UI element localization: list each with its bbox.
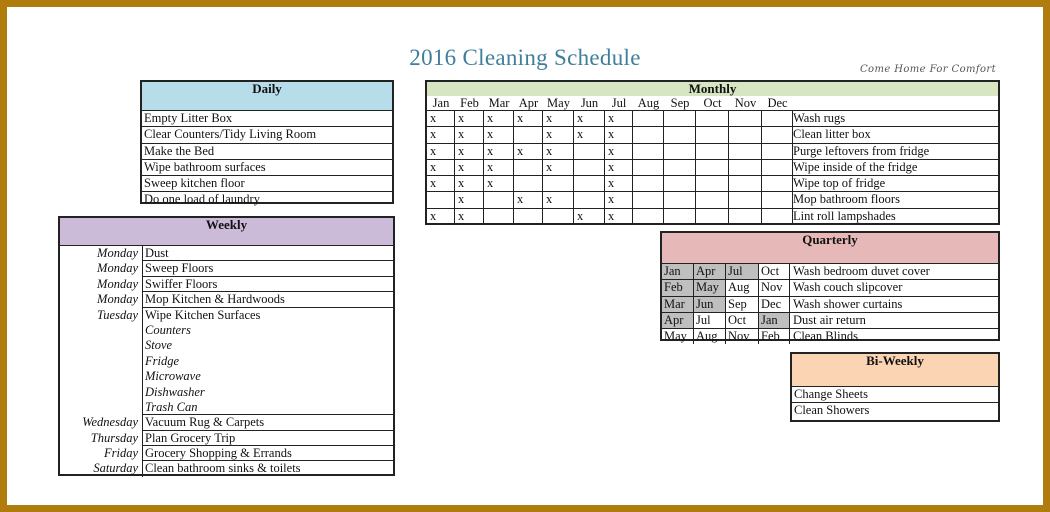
quarter-month-cell: Aug bbox=[726, 280, 759, 295]
credit-signature: Come Home For Comfort bbox=[860, 64, 997, 75]
daily-task: Empty Litter Box bbox=[144, 111, 233, 125]
month-header-row bbox=[427, 96, 998, 111]
quarter-month-cell: Apr bbox=[662, 313, 694, 328]
month-mark-cell: x bbox=[574, 209, 605, 224]
month-mark-cell bbox=[514, 127, 543, 142]
quarter-month-cell: Jul bbox=[694, 313, 726, 328]
month-mark-cell: x bbox=[427, 127, 455, 142]
weekly-rows bbox=[60, 246, 393, 477]
month-mark-cell: x bbox=[484, 127, 514, 142]
weekday-label: Monday bbox=[97, 261, 138, 276]
weekly-task: Microwave bbox=[142, 369, 393, 384]
month-mark-cell: x bbox=[574, 127, 605, 142]
table-row bbox=[142, 127, 392, 143]
page-title: 2016 Cleaning Schedule bbox=[409, 45, 641, 70]
month-mark-cell bbox=[543, 209, 574, 224]
month-mark-cell bbox=[762, 176, 793, 191]
month-mark-cell bbox=[574, 192, 605, 207]
quarter-month-cell: Aug bbox=[694, 329, 726, 344]
month-mark-cell bbox=[696, 176, 729, 191]
weekly-task: Trash Can bbox=[142, 400, 393, 415]
month-mark-cell: x bbox=[455, 192, 484, 207]
quarter-month-cell: Nov bbox=[726, 329, 759, 344]
quarter-month-cell: Dec bbox=[759, 297, 790, 312]
table-row bbox=[662, 297, 998, 313]
month-label: Apr bbox=[518, 96, 539, 110]
quarter-month-cell: Nov bbox=[759, 280, 790, 295]
daily-task: Sweep kitchen floor bbox=[144, 176, 245, 191]
month-mark-cell: x bbox=[605, 111, 633, 126]
weekly-task: Mop Kitchen & Hardwoods bbox=[142, 292, 393, 307]
month-mark-cell bbox=[762, 209, 793, 224]
weekly-task: Dust bbox=[142, 246, 393, 261]
table-row bbox=[427, 144, 998, 160]
daily-rows bbox=[142, 111, 392, 208]
weekly-task: Vacuum Rug & Carpets bbox=[142, 415, 393, 430]
table-row bbox=[60, 461, 393, 476]
weekly-task: Dishwasher bbox=[142, 385, 393, 400]
month-mark-cell: x bbox=[484, 176, 514, 191]
month-mark-cell: x bbox=[427, 209, 455, 224]
month-label: Aug bbox=[637, 96, 660, 110]
table-row bbox=[792, 387, 998, 403]
quarterly-task: Wash couch slipcover bbox=[793, 280, 903, 295]
weekday-label: Thursday bbox=[90, 430, 138, 445]
weekday-label: Wednesday bbox=[82, 415, 138, 430]
month-mark-cell bbox=[729, 192, 762, 207]
month-mark-cell bbox=[633, 111, 664, 126]
month-mark-cell: x bbox=[484, 111, 514, 126]
month-mark-cell: x bbox=[605, 127, 633, 142]
monthly-task: Wipe top of fridge bbox=[793, 176, 886, 191]
month-mark-cell: x bbox=[455, 160, 484, 175]
table-row bbox=[142, 176, 392, 192]
month-mark-cell: x bbox=[484, 144, 514, 159]
table-row bbox=[662, 313, 998, 329]
weekly-task: Fridge bbox=[142, 354, 393, 369]
month-label: Sep bbox=[670, 96, 690, 110]
month-label: Feb bbox=[460, 96, 479, 110]
monthly-rows bbox=[427, 111, 998, 224]
month-label: Dec bbox=[767, 96, 788, 110]
quarter-month-cell: Apr bbox=[694, 264, 726, 279]
biweekly-table bbox=[790, 352, 1000, 422]
quarter-month-cell: Feb bbox=[759, 329, 790, 344]
monthly-task: Lint roll lampshades bbox=[793, 208, 896, 223]
month-mark-cell bbox=[664, 176, 696, 191]
quarterly-header: Quarterly bbox=[662, 233, 998, 264]
month-mark-cell bbox=[762, 111, 793, 126]
biweekly-task: Change Sheets bbox=[794, 387, 868, 401]
monthly-task: Wash rugs bbox=[793, 111, 846, 125]
biweekly-task: Clean Showers bbox=[794, 403, 870, 418]
quarterly-rows bbox=[662, 264, 998, 344]
table-row bbox=[662, 264, 998, 280]
month-mark-cell bbox=[664, 160, 696, 175]
month-mark-cell bbox=[664, 192, 696, 207]
month-label: Mar bbox=[488, 96, 510, 110]
month-mark-cell bbox=[633, 176, 664, 191]
quarter-month-cell: Jul bbox=[726, 264, 759, 279]
table-row bbox=[60, 354, 393, 369]
quarter-month-cell: Jan bbox=[759, 313, 790, 328]
table-row bbox=[60, 277, 393, 292]
weekly-task: Plan Grocery Trip bbox=[142, 431, 393, 446]
month-mark-cell bbox=[696, 160, 729, 175]
table-row bbox=[427, 192, 998, 208]
month-mark-cell: x bbox=[455, 127, 484, 142]
month-mark-cell: x bbox=[455, 111, 484, 126]
daily-task: Make the Bed bbox=[144, 143, 215, 158]
monthly-task: Mop bathroom floors bbox=[793, 192, 900, 207]
month-mark-cell bbox=[427, 192, 455, 207]
weekly-table bbox=[58, 216, 395, 476]
month-mark-cell bbox=[574, 160, 605, 175]
month-mark-cell bbox=[633, 144, 664, 159]
month-mark-cell bbox=[729, 127, 762, 142]
month-mark-cell: x bbox=[605, 144, 633, 159]
month-mark-cell: x bbox=[543, 144, 574, 159]
month-mark-cell bbox=[696, 111, 729, 126]
quarterly-table bbox=[660, 231, 1000, 344]
table-row bbox=[427, 160, 998, 176]
table-row bbox=[60, 431, 393, 446]
table-row bbox=[427, 111, 998, 127]
month-mark-cell: x bbox=[484, 160, 514, 175]
month-mark-cell: x bbox=[543, 127, 574, 142]
monthly-header: Monthly bbox=[427, 82, 998, 96]
monthly-task: Purge leftovers from fridge bbox=[793, 143, 930, 158]
table-row bbox=[60, 323, 393, 338]
month-mark-cell bbox=[664, 144, 696, 159]
table-row bbox=[60, 338, 393, 353]
month-label: May bbox=[547, 96, 570, 110]
weekly-header: Weekly bbox=[60, 218, 393, 246]
month-mark-cell bbox=[729, 144, 762, 159]
quarter-month-cell: Jun bbox=[694, 297, 726, 312]
table-row bbox=[60, 261, 393, 276]
quarterly-task: Dust air return bbox=[793, 312, 866, 327]
weekday-label: Tuesday bbox=[97, 307, 138, 322]
month-label: Jun bbox=[580, 96, 599, 110]
month-mark-cell bbox=[664, 209, 696, 224]
month-mark-cell bbox=[633, 127, 664, 142]
table-row bbox=[427, 209, 998, 224]
biweekly-header: Bi-Weekly bbox=[792, 354, 998, 387]
table-row bbox=[60, 246, 393, 261]
weekly-task: Grocery Shopping & Errands bbox=[142, 446, 393, 461]
month-mark-cell bbox=[729, 160, 762, 175]
weekday-label: Monday bbox=[97, 276, 138, 291]
month-label: Nov bbox=[734, 96, 757, 110]
daily-table bbox=[140, 80, 394, 207]
weekly-task: Swiffer Floors bbox=[142, 277, 393, 292]
daily-header: Daily bbox=[142, 82, 392, 111]
month-mark-cell bbox=[633, 209, 664, 224]
quarter-month-cell: Mar bbox=[662, 297, 694, 312]
month-mark-cell bbox=[514, 176, 543, 191]
weekly-task: Sweep Floors bbox=[142, 261, 393, 276]
weekday-label: Saturday bbox=[93, 461, 138, 476]
quarter-month-cell: Oct bbox=[726, 313, 759, 328]
month-mark-cell: x bbox=[427, 144, 455, 159]
daily-task: Wipe bathroom surfaces bbox=[144, 159, 266, 174]
weekday-label: Monday bbox=[97, 292, 138, 307]
quarterly-task: Wash bedroom duvet cover bbox=[793, 264, 930, 278]
month-mark-cell bbox=[696, 209, 729, 224]
daily-task: Do one load of laundry bbox=[144, 192, 260, 207]
month-mark-cell bbox=[762, 144, 793, 159]
month-mark-cell: x bbox=[574, 111, 605, 126]
month-mark-cell bbox=[574, 176, 605, 191]
month-mark-cell bbox=[484, 209, 514, 224]
table-row bbox=[662, 329, 998, 344]
quarter-month-cell: Feb bbox=[662, 280, 694, 295]
daily-task: Clear Counters/Tidy Living Room bbox=[144, 127, 317, 142]
table-row bbox=[142, 144, 392, 160]
table-row bbox=[60, 446, 393, 461]
quarter-month-cell: May bbox=[694, 280, 726, 295]
weekday-label: Friday bbox=[103, 446, 138, 461]
month-mark-cell: x bbox=[605, 160, 633, 175]
month-mark-cell: x bbox=[543, 111, 574, 126]
month-mark-cell: x bbox=[455, 144, 484, 159]
table-row bbox=[142, 160, 392, 176]
month-mark-cell bbox=[574, 144, 605, 159]
table-row bbox=[60, 292, 393, 307]
month-mark-cell bbox=[729, 176, 762, 191]
weekly-task: Wipe Kitchen Surfaces bbox=[142, 308, 393, 323]
month-mark-cell bbox=[696, 127, 729, 142]
month-mark-cell bbox=[514, 160, 543, 175]
table-row bbox=[427, 127, 998, 143]
month-mark-cell: x bbox=[427, 111, 455, 126]
month-label: Oct bbox=[703, 96, 722, 110]
month-mark-cell: x bbox=[514, 192, 543, 207]
weekly-task: Counters bbox=[142, 323, 393, 338]
quarter-month-cell: Oct bbox=[759, 264, 790, 279]
month-mark-cell bbox=[664, 111, 696, 126]
month-mark-cell bbox=[514, 209, 543, 224]
month-mark-cell bbox=[696, 192, 729, 207]
month-mark-cell: x bbox=[605, 192, 633, 207]
month-mark-cell: x bbox=[605, 176, 633, 191]
quarter-month-cell: Sep bbox=[726, 297, 759, 312]
monthly-task: Clean litter box bbox=[793, 127, 871, 142]
month-mark-cell bbox=[762, 127, 793, 142]
table-row bbox=[60, 400, 393, 415]
weekday-label: Monday bbox=[97, 246, 138, 260]
quarterly-task: Wash shower curtains bbox=[793, 296, 903, 311]
quarter-month-cell: May bbox=[662, 329, 694, 344]
month-mark-cell bbox=[762, 192, 793, 207]
weekly-task: Clean bathroom sinks & toilets bbox=[142, 461, 393, 476]
month-mark-cell: x bbox=[455, 176, 484, 191]
table-row bbox=[60, 369, 393, 384]
weekly-task: Stove bbox=[142, 338, 393, 353]
monthly-task: Wipe inside of the fridge bbox=[793, 159, 918, 174]
month-mark-cell: x bbox=[514, 111, 543, 126]
monthly-table bbox=[425, 80, 1000, 225]
month-mark-cell: x bbox=[543, 160, 574, 175]
month-label: Jul bbox=[611, 96, 627, 110]
month-mark-cell bbox=[729, 209, 762, 224]
table-row bbox=[142, 111, 392, 127]
month-mark-cell: x bbox=[455, 209, 484, 224]
month-mark-cell: x bbox=[514, 144, 543, 159]
month-mark-cell bbox=[633, 192, 664, 207]
month-mark-cell bbox=[762, 160, 793, 175]
month-mark-cell bbox=[729, 111, 762, 126]
month-mark-cell bbox=[664, 127, 696, 142]
month-mark-cell bbox=[484, 192, 514, 207]
month-mark-cell: x bbox=[543, 192, 574, 207]
table-row bbox=[60, 385, 393, 400]
table-row bbox=[792, 403, 998, 418]
month-mark-cell: x bbox=[427, 176, 455, 191]
quarterly-task: Clean Blinds bbox=[793, 329, 858, 344]
month-label: Jan bbox=[432, 96, 450, 110]
table-row bbox=[662, 280, 998, 296]
table-row bbox=[142, 192, 392, 207]
month-mark-cell bbox=[696, 144, 729, 159]
table-row bbox=[427, 176, 998, 192]
quarter-month-cell: Jan bbox=[662, 264, 694, 279]
table-row bbox=[60, 308, 393, 323]
month-mark-cell bbox=[543, 176, 574, 191]
month-mark-cell: x bbox=[427, 160, 455, 175]
table-row bbox=[60, 415, 393, 430]
month-mark-cell bbox=[633, 160, 664, 175]
month-mark-cell: x bbox=[605, 209, 633, 224]
